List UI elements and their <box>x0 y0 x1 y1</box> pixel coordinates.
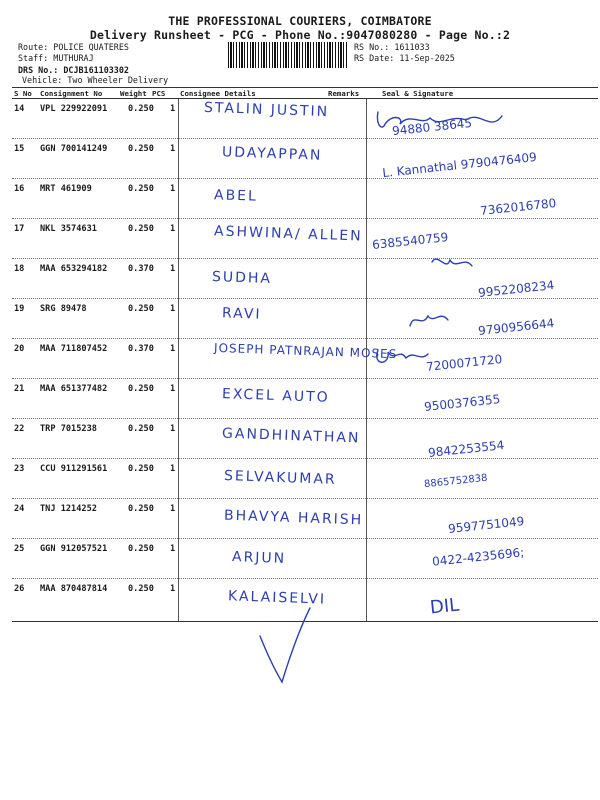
consignee-handwriting: JOSEPH PATNRAJAN MOSES <box>213 340 398 362</box>
row-sno: 22 <box>14 424 25 434</box>
consignee-divider <box>178 579 179 621</box>
row-weight: 0.250 <box>128 104 154 114</box>
signature-scribble-icon <box>372 340 472 370</box>
consignee-handwriting: GANDHINATHAN <box>221 425 361 447</box>
row-pcs: 1 <box>170 104 176 114</box>
col-remarks: Remarks <box>328 89 360 98</box>
seal-divider <box>366 379 367 419</box>
row-consignment: SRG 89478 <box>40 304 87 314</box>
runsheet-subtitle: Delivery Runsheet - PCG - Phone No.:9047080280 - Page No.:2 <box>89 28 511 42</box>
col-weight: Weight <box>120 89 147 98</box>
seal-divider <box>366 299 367 339</box>
consignee-handwriting: UDAYAPPAN <box>221 144 323 164</box>
row-pcs: 1 <box>170 304 176 314</box>
row-pcs: 1 <box>170 224 176 234</box>
rs-number: RS No.: 1611033 <box>354 42 430 52</box>
consignee-handwriting: RAVI <box>221 305 262 323</box>
row-pcs: 1 <box>170 344 176 354</box>
row-consignment: MAA 651377482 <box>40 384 108 394</box>
row-sno: 26 <box>14 584 25 594</box>
consignee-divider <box>178 179 179 219</box>
col-consignee: Consignee Details <box>180 89 256 98</box>
signature-handwriting: 9790956644 <box>477 316 555 338</box>
signature-scribble-icon <box>372 252 532 282</box>
row-pcs: 1 <box>170 144 176 154</box>
row-weight: 0.250 <box>128 544 154 554</box>
company-title: THE PROFESSIONAL COURIERS, COIMBATORE <box>168 14 432 28</box>
signature-scribble-icon <box>370 108 550 138</box>
consignee-handwriting: ARJUN <box>231 549 287 567</box>
row-weight: 0.250 <box>128 424 154 434</box>
drs-number: DRS No.: DCJB161103302 <box>18 65 129 75</box>
row-consignment: NKL 3574631 <box>40 224 97 234</box>
consignee-divider <box>178 419 179 459</box>
row-sno: 14 <box>14 104 25 114</box>
col-consignment: Consignment No <box>40 89 103 98</box>
staff-label: Staff: MUTHURAJ <box>18 53 94 63</box>
signature-handwriting: 0422-4235696; <box>431 545 525 569</box>
row-weight: 0.250 <box>128 184 154 194</box>
seal-divider <box>366 139 367 179</box>
row-consignment: VPL 229922091 <box>40 104 108 114</box>
consignee-handwriting: ABEL <box>213 187 259 205</box>
col-seal: Seal & Signature <box>382 89 454 98</box>
consignee-handwriting: EXCEL AUTO <box>221 386 330 406</box>
row-weight: 0.250 <box>128 504 154 514</box>
signature-handwriting: 94880 38645 <box>391 115 473 139</box>
row-weight: 0.250 <box>128 144 154 154</box>
row-weight: 0.250 <box>128 224 154 234</box>
rs-date: RS Date: 11-Sep-2025 <box>354 53 455 63</box>
consignee-handwriting: ASHWINA/ ALLEN <box>213 223 363 245</box>
consignee-handwriting: BHAVYA HARISH <box>223 507 364 529</box>
consignee-handwriting: SELVAKUMAR <box>223 468 337 488</box>
vehicle-label: Vehicle: Two Wheeler Delivery <box>22 75 169 85</box>
signature-handwriting: DIL <box>428 594 461 619</box>
row-pcs: 1 <box>170 584 176 594</box>
consignee-handwriting: STALIN JUSTIN <box>203 99 330 121</box>
consignee-divider <box>178 459 179 499</box>
row-consignment: CCU 911291561 <box>40 464 108 474</box>
seal-divider <box>366 539 367 579</box>
row-consignment: MAA 711807452 <box>40 344 108 354</box>
consignee-divider <box>178 539 179 579</box>
row-pcs: 1 <box>170 384 176 394</box>
seal-divider <box>366 99 367 139</box>
consignee-handwriting: SUDHA <box>211 268 273 288</box>
row-sno: 21 <box>14 384 25 394</box>
consignee-divider <box>178 259 179 299</box>
consignee-divider <box>178 379 179 419</box>
row-weight: 0.250 <box>128 584 154 594</box>
seal-divider <box>366 579 367 621</box>
seal-divider <box>366 459 367 499</box>
row-pcs: 1 <box>170 264 176 274</box>
row-sno: 17 <box>14 224 25 234</box>
signature-handwriting: 6385540759 <box>371 230 449 252</box>
row-consignment: TRP 7015238 <box>40 424 97 434</box>
row-sno: 19 <box>14 304 25 314</box>
consignee-divider <box>178 219 179 259</box>
col-sno: S No <box>14 89 32 98</box>
checkmark-icon <box>258 606 318 686</box>
col-pcs: PCS <box>152 89 166 98</box>
row-weight: 0.370 <box>128 344 154 354</box>
row-consignment: GGN 700141249 <box>40 144 108 154</box>
signature-handwriting: 9500376355 <box>423 392 501 414</box>
row-sno: 18 <box>14 264 25 274</box>
consignee-divider <box>178 299 179 339</box>
row-consignment: MAA 870487814 <box>40 584 108 594</box>
signature-handwriting: 7200071720 <box>425 352 503 374</box>
row-weight: 0.250 <box>128 304 154 314</box>
seal-divider <box>366 219 367 259</box>
row-sno: 15 <box>14 144 25 154</box>
barcode-icon <box>228 42 348 68</box>
row-sno: 25 <box>14 544 25 554</box>
row-sno: 24 <box>14 504 25 514</box>
consignee-divider <box>178 339 179 379</box>
seal-divider <box>366 419 367 459</box>
signature-handwriting: 7362016780 <box>479 196 557 218</box>
seal-divider <box>366 499 367 539</box>
consignee-handwriting: KALAISELVI <box>227 588 327 608</box>
consignee-divider <box>178 99 179 139</box>
row-sno: 23 <box>14 464 25 474</box>
row-sno: 20 <box>14 344 25 354</box>
row-consignment: GGN 912057521 <box>40 544 108 554</box>
row-weight: 0.250 <box>128 464 154 474</box>
row-pcs: 1 <box>170 464 176 474</box>
row-pcs: 1 <box>170 544 176 554</box>
row-pcs: 1 <box>170 504 176 514</box>
seal-divider <box>366 179 367 219</box>
row-pcs: 1 <box>170 424 176 434</box>
row-weight: 0.370 <box>128 264 154 274</box>
header-top-rule <box>12 87 598 88</box>
route-label: Route: POLICE QUATERES <box>18 42 129 52</box>
consignee-divider <box>178 139 179 179</box>
row-pcs: 1 <box>170 184 176 194</box>
row-consignment: TNJ 1214252 <box>40 504 97 514</box>
consignee-divider <box>178 499 179 539</box>
signature-scribble-icon <box>400 302 500 332</box>
row-sno: 16 <box>14 184 25 194</box>
row-consignment: MAA 653294182 <box>40 264 108 274</box>
signature-handwriting: 8865752838 <box>423 472 489 491</box>
signature-handwriting: 9597751049 <box>447 514 525 536</box>
signature-handwriting: 9952208234 <box>477 278 555 300</box>
row-consignment: MRT 461909 <box>40 184 92 194</box>
signature-handwriting: L. Kannathal 9790476409 <box>381 149 538 181</box>
seal-divider <box>366 259 367 299</box>
row-weight: 0.250 <box>128 384 154 394</box>
signature-handwriting: 9842253554 <box>427 438 505 460</box>
